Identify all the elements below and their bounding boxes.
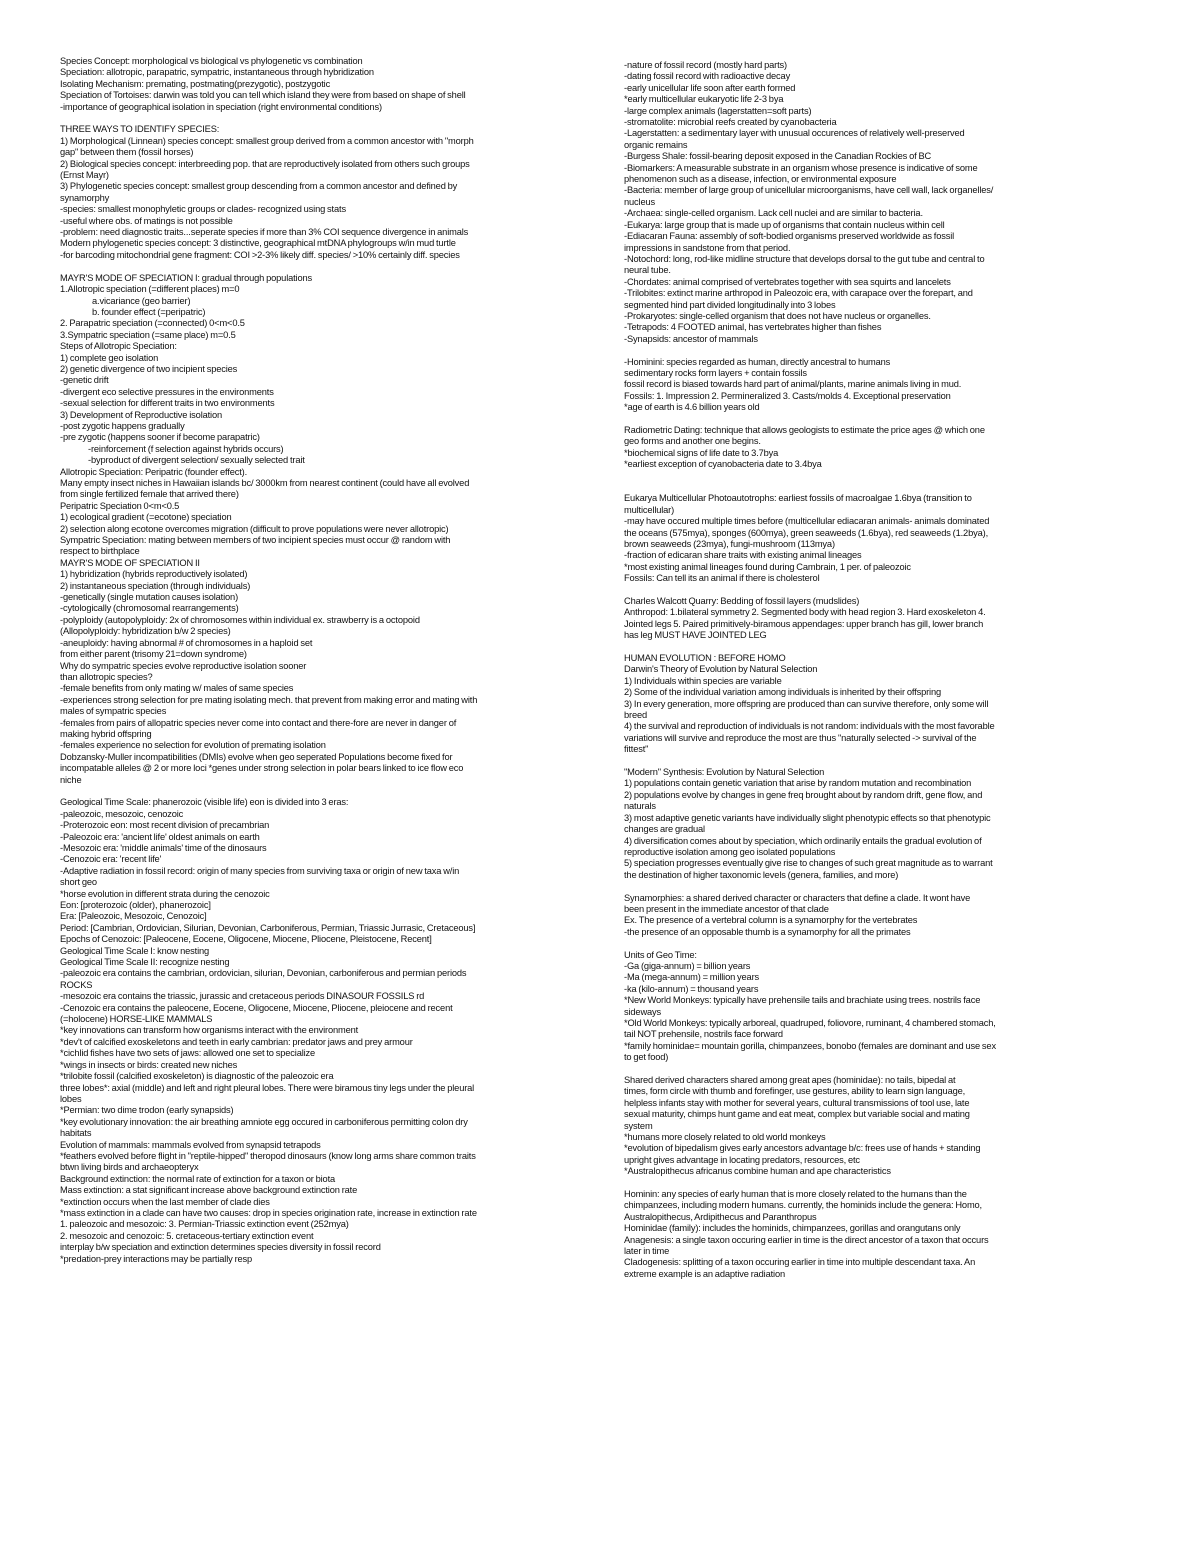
text-line: -Biomarkers: A measurable substrate in an organism whose presence is indicative of some [624,162,978,173]
text-line: -byproduct of divergent selection/ sexually selected trait [88,455,305,466]
text-line: *evolution of bipedalism gives early ancestors advantage b/c: frees use of hands + standing [624,1143,981,1154]
text-line: Mass extinction: a stat significant increase above background extinction rate [60,1185,358,1196]
text-line: three lobes*: axial (middle) and left and right pleural lobes. There were biramous tiny legs under the pleural [60,1082,475,1093]
text-line: *early multicellular eukaryotic life 2-3 bya [624,94,784,105]
text-line: *extinction occurs when the last member of clade dies [60,1196,270,1207]
text-line: Many empty insect niches in Hawaiian islands bc/ 3000km from nearest continent (could have all evolved [60,478,470,488]
text-line: -Burgess Shale: fossil-bearing deposit exposed in the Canadian Rockies of BC [624,151,932,162]
text-line: -Trilobites: extinct marine arthropod in Paleozoic era, with carapace over the forepart, and [624,288,973,299]
text-line: multicellular) [624,504,675,515]
text-line: -Prokaryotes: single-celled organism that does not have nucleus or organelles. [624,310,931,321]
text-line: Units of Geo Time: [624,949,697,960]
text-line: from either parent (trisomy 21=down syndrome) [60,649,247,660]
text-line: -fraction of edicaran share traits with existing animal lineages [624,550,862,561]
text-line: -genetic drift [60,375,109,386]
text-line: Australopithecus, Ardipithecus and Paranthropus [624,1211,817,1222]
text-line: impressions in sandstone from that period. [624,242,791,253]
text-line: males of sympatric species [60,706,167,717]
right-column [624,60,1124,1280]
text-line: *Australopithecus africanus combine human and ape characteristics [624,1166,891,1177]
text-line: the destination of higher taxonomic levels (genera, families, and more) [624,869,899,880]
text-line: changes are gradual [624,824,705,835]
text-line: btwn living birds and archaeopteryx [60,1162,199,1173]
text-line: synamorphy [60,192,110,203]
blank-line [624,414,1124,425]
text-line: tail NOT prehensile, nostrils face forward [624,1029,783,1040]
text-line: *most existing animal lineages found during Cambrain, 1 per. of paleozoic [624,561,911,572]
text-line: -females from pairs of allopatric species never come into contact and there-fore are never in danger of [60,717,457,728]
text-line: -Tetrapods: 4 FOOTED animal, has vertebrates higher than fishes [624,322,882,333]
text-line: 4) the survival and reproduction of individuals is not random: individuals with the most favorable [624,721,995,732]
text-line: brown seaweeds (23mya), fungi-mushroom (113mya) [624,539,835,549]
text-line: -Adaptive radiation in fossil record: origin of many species from surviving taxa or origin of new taxa w/in [60,865,460,876]
text-line: -post zygotic happens gradually [60,420,185,431]
text-line: segmented hind part divided longitudinally into 3 lobes [624,299,836,310]
text-line: -may have occured multiple times before (multicellular ediacaran animals- animals dominated [624,516,990,527]
text-line: helpless infants stay with mother for several years, cultural transmissions of tool use, late [624,1097,970,1108]
blank-line [624,881,1124,892]
blank-line [624,585,1124,596]
text-line: Anthropod: 1.bilateral symmetry 2. Segmented body with head region 3. Hard exoskeleton 4. [624,607,986,618]
blank-line [624,482,1124,493]
text-line: neural tube. [624,265,671,276]
text-line: naturals [624,801,656,812]
text-line: Hominin: any species of early human that is more closely related to the humans than the [624,1189,967,1200]
text-line: Cladogenesis: splitting of a taxon occuring earlier in time into multiple descendant taxa. An [624,1257,976,1268]
text-line: -Notochord: long, rod-like midline structure that develops dorsal to the gut tube and central to [624,253,985,264]
text-line: 4) diversification comes about by speciation, which ordinarily entails the gradual evolution of [624,835,982,846]
text-line: -large complex animals (lagerstatten=soft parts) [624,105,812,116]
blank-line [624,471,1124,482]
text-line: 2) genetic divergence of two incipient species [60,363,238,374]
text-line: Evolution of mammals: mammals evolved from synapsid tetrapods [60,1139,321,1150]
text-line: -problem: need diagnostic traits...seperate species if more than 3% COI sequence divergence in animals [60,227,469,238]
text-line: gap" between them (fossil horses) [60,147,194,158]
text-line: ROCKS [60,979,93,990]
text-line: variations will survive and reproduce the most are thus "naturally selected -> survival of the [624,732,977,743]
text-line: Charles Walcott Quarry: Bedding of fossil layers (mudslides) [624,596,860,607]
text-line: been present in the immediate ancestor of that clade [624,903,829,914]
blank-line [624,642,1124,653]
text-line: -aneuploidy: having abnormal # of chromosomes in a haploid set [60,637,313,648]
text-line: Why do sympatric species evolve reproductive isolation sooner [60,660,307,671]
text-line: chimpanzees, including modern humans. currently, the hominids include the genera: Homo, [624,1200,982,1211]
text-line: HUMAN EVOLUTION : BEFORE HOMO [624,653,786,664]
text-line: Eukarya Multicellular Photoautotrophs: earliest fossils of macroalgae 1.6bya (transition to [624,493,972,504]
text-line: extreme example is an adaptive radiation [624,1268,786,1279]
text-line: -polyploidy (autopolyploidy: 2x of chromosomes within individual ex. strawberry is a octopoid [60,614,420,625]
text-line: (=holocene) HORSE-LIKE MAMMALS [60,1014,213,1025]
text-line: 1) complete geo isolation [60,352,159,363]
text-line: fossil record is biased towards hard part of animal/plants, marine animals living in mud. [624,379,962,390]
text-line: *New World Monkeys: typically have prehensile tails and brachiate using trees. nostrils face [624,995,981,1006]
text-line: Anagenesis: a single taxon occuring earlier in time is the direct ancestor of a taxon that occurs [624,1234,989,1245]
text-line: -early unicellular life soon after earth formed [624,82,796,93]
text-line: *Old World Monkeys: typically arboreal, quadruped, foliovore, ruminant, 4 chambered stomach, [624,1017,996,1028]
text-line: -dating fossil record with radioactive decay [624,71,791,82]
text-line: Background extinction: the normal rate of extinction for a taxon or biota [60,1173,336,1184]
text-line: -for barcoding mitochondrial gene fragment: COI >2-3% likely diff. species/ >10% certainly diff. species [60,249,460,260]
text-line: 1) ecological gradient (=ecotone) speciation [60,512,232,523]
text-line: Peripatric Speciation 0<m<0.5 [60,500,180,511]
text-line: later in time [624,1246,670,1257]
text-line: 3) In every generation, more offspring are produced than can survive therefore, only some will [624,698,989,709]
text-line: Era: [Paleozoic, Mesozoic, Cenozoic] [60,911,207,922]
text-line: 1) Individuals within species are variable [624,675,782,686]
text-line: -nature of fossil record (mostly hard parts) [624,60,787,70]
text-line: Geological Time Scale: phanerozoic (visible life) eon is divided into 3 eras: [60,797,349,808]
text-line: interplay b/w speciation and extinction determines species diversity in fossil record [60,1242,381,1253]
text-line: sedimentary rocks form layers + contain fossils [624,367,807,378]
text-line: *predation-prey interactions may be partially resp [60,1253,253,1264]
text-line: Eon: [proterozoic (older), phanerozoic] [60,900,211,911]
text-line: 3) Phylogenetic species concept: smallest group descending from a common ancestor and defined by [60,181,458,192]
text-line: -cytologically (chromosomal rearrangements) [60,603,239,614]
text-line: (Allopolyploidy: hybridization b/w 2 species) [60,626,231,637]
text-line: lobes [60,1093,82,1104]
text-line: *humans more closely related to old world monkeys [624,1132,826,1143]
text-line: Synamorphies: a shared derived character or characters that define a clade. It wont have [624,892,971,903]
text-line: Sympatric Speciation: mating between members of two incipient species must occur @ random with [60,535,451,546]
text-line: *cichlid fishes have two sets of jaws: allowed one set to specialize [60,1048,316,1059]
text-line: has leg MUST HAVE JOINTED LEG [624,630,767,641]
text-line: *earliest exception of cyanobacteria date to 3.4bya [624,459,822,470]
text-line: Steps of Allotropic Speciation: [60,341,177,352]
text-line: "Modern" Synthesis: Evolution by Natural Selection [624,767,825,778]
text-line: to get food) [624,1052,669,1063]
text-line: Geological Time Scale I: know nesting [60,945,210,956]
text-line: -mesozoic era contains the triassic, jurassic and cretaceous periods DINASOUR FOSSILS rd [60,991,425,1002]
text-line: 2) selection along ecotone overcomes migration (difficult to prove populations were never allotropic) [60,523,449,534]
text-line: Ex. The presence of a vertebral column is a synamorphy for the vertebrates [624,915,918,926]
text-line: 1.Allotropic speciation (=different places) m=0 [60,284,240,295]
text-line: *Permian: two dime trodon (early synapsids) [60,1105,234,1116]
text-line: 2. Parapatric speciation (=connected) 0<m<0.5 [60,318,245,329]
blank-line [60,113,615,124]
text-line: -ka (kilo-annum) = thousand years [624,983,759,994]
text-line: -reinforcement (f selection against hybrids occurs) [88,443,284,454]
text-line: *key evolutionary innovation: the air breathing amniote egg occured in carboniferous permitting colon dry [60,1116,468,1127]
text-line: Shared derived characters shared among great apes (hominidae): no tails, bipedal at [624,1075,956,1085]
text-line: -genetically (single mutation causes isolation) [60,592,239,603]
text-line: -female benefits from only mating w/ males of same species [60,683,294,694]
text-line: -Mesozoic era: 'middle animals' time of the dinosaurs [60,842,267,853]
text-line: 1) Morphological (Linnean) species concept: smallest group derived from a common ancestor with "morph [60,135,474,146]
text-line: reproductive isolation among geo isolated populations [624,846,836,857]
text-line: -Ediacaran Fauna: assembly of soft-bodied organisms preserved worldwide as fossil [624,231,955,242]
blank-line [624,756,1124,767]
text-line: Hominidae (family): includes the hominids, chimpanzees, gorillas and orangutans only [624,1223,961,1234]
text-line: Modern phylogenetic species concept: 3 distinctive, geographical mtDNA phylogroups w/in mud turtle [60,238,456,249]
blank-line [624,1178,1124,1189]
text-line: from single fertilized female that arrived there) [60,489,239,500]
text-line: Radiometric Dating: technique that allows geologists to estimate the price ages @ which one [624,424,985,435]
text-line: *horse evolution in different strata during the cenozoic [60,888,270,899]
text-line: *feathers evolved before flight in "reptile-hipped" theropod dinosaurs (know long arms share common traits [60,1150,476,1161]
text-line: incompatable alleles @ 2 or more loci *genes under strong selection in polar bears linked to ice flow eco [60,763,464,774]
text-line: *mass extinction in a clade can have two causes: drop in species origination rate, increase in extinction rate [60,1207,477,1218]
text-line: niche [60,774,82,785]
text-line: *family hominidae= mountain gorilla, chimpanzees, bonobo (females are dominant and use sex [624,1040,996,1051]
text-line: fittest" [624,744,649,755]
text-line: -Eukarya: large group that is made up of organisms that contain nucleus within cell [624,219,945,230]
text-line: -Paleozoic era: 'ancient life' oldest animals on earth [60,831,260,842]
text-line: *wings in insects or birds: created new niches [60,1059,238,1070]
text-line: the oceans (575mya), sponges (600mya), green seaweeds (1.6bya), red seaweeds (1.2bya), [624,527,988,538]
text-line: -Proterozoic eon: most recent division of precambrian [60,820,270,831]
text-line: b. founder effect (=peripatric) [92,306,206,317]
text-line: system [624,1120,653,1131]
text-line: Dobzansky-Muller incompatibilities (DMIs) evolve when geo seperated Populations become fixed for [60,751,453,762]
text-line: *age of earth is 4.6 billion years old [624,402,760,413]
text-line: respect to birthplace [60,546,140,557]
text-line: -pre zygotic (happens sooner if become parapatric) [60,432,260,443]
text-line: Darwin's Theory of Evolution by Natural Selection [624,664,818,675]
text-line: 1) hybridization (hybrids reproductively isolated) [60,569,248,580]
text-line: -paleozoic era contains the cambrian, ordovician, silurian, Devonian, carboniferous and permian periods [60,968,467,979]
text-line: -Synapsids: ancestor of mammals [624,333,758,344]
text-line: -Bacteria: member of large group of unicellular microorganisms, have cell wall, lack organelles/ [624,185,994,196]
text-line: habitats [60,1128,92,1139]
text-line: -Ma (mega-annum) = million years [624,972,760,983]
text-line: 2) Some of the individual variation among individuals is inherited by their offspring [624,687,941,698]
text-line: a.vicariance (geo barrier) [92,295,191,306]
text-line: Jointed legs 5. Paired primitively-biramous appendages: upper branch has gill, lower branch [624,618,984,629]
text-line: (Ernst Mayr) [60,170,109,181]
text-line: -Archaea: single-celled organism. Lack cell nuclei and are similar to bacteria. [624,208,923,219]
text-line: Epochs of Cenozoic: [Paleocene, Eocene, Oligocene, Miocene, Pliocene, Pleistocene, Recent] [60,934,432,945]
text-line: phenomenon such as a disease, infection, or environmental exposure [624,174,897,185]
text-line: short geo [60,877,97,888]
blank-line [60,261,615,272]
text-line: 1) populations contain genetic variation that arise by random mutation and recombination [624,778,972,789]
text-line: nucleus [624,196,655,207]
text-line: -Chordates: animal comprised of vertebrates together with sea squirts and lancelets [624,276,951,287]
text-line: Geological Time Scale II: recognize nesting [60,957,230,968]
text-line: -sexual selection for different traits in two environments [60,398,275,409]
text-line: 2) Biological species concept: interbreeding pop. that are reproductively isolated from others such groups [60,158,470,169]
text-line: -divergent eco selective pressures in the environments [60,386,274,397]
blank-line [624,345,1124,356]
text-line: organic remains [624,139,688,150]
text-line: -experiences strong selection for pre mating isolating mech. that prevent from making error and mating with [60,694,478,705]
text-line: *biochemical signs of life date to 3.7bya [624,447,779,458]
text-line: -stromatolite: microbial reefs created by cyanobacteria [624,117,837,128]
text-line: breed [624,710,648,721]
text-line: *key innovations can transform how organisms interact with the environment [60,1025,359,1036]
text-line: MAYR'S MODE OF SPECIATION I: gradual through populations [60,272,313,283]
text-line: 3) most adaptive genetic variants have individually slight phenotypic effects so that phenotypic [624,812,991,823]
text-line: *dev't of calcified exoskeletons and teeth in early cambrian: predator jaws and prey armour [60,1036,413,1047]
text-line: -Hominini: species regarded as human, directly ancestral to humans [624,356,891,367]
text-line: -paleozoic, mesozoic, cenozoic [60,808,184,819]
text-line: -Cenozoic era contains the paleocene, Eocene, Oligocene, Miocene, Pliocene, pleiocene and recent [60,1002,453,1013]
text-line: 3) Development of Reproductive isolation [60,409,223,420]
text-line: Period: [Cambrian, Ordovician, Silurian, Devonian, Carboniferous, Permian, Triassic Jurrasic, Cretaceous] [60,922,476,933]
text-line: -females experience no selection for evolution of premating isolation [60,740,326,751]
text-line: -importance of geographical isolation in speciation (right environmental conditions) [60,101,382,112]
text-line: -Cenozoic era: 'recent life' [60,854,162,865]
text-line: than allotropic species? [60,671,153,682]
text-line: 2. mesozoic and cenozoic: 5. cretaceous-tertiary extinction event [60,1230,314,1241]
text-line: Allotropic Speciation: Peripatric (founder effect). [60,466,248,477]
text-line: Fossils: 1. Impression 2. Permineralized 3. Casts/molds 4. Exceptional preservation [624,390,951,401]
text-line: -Ga (giga-annum) = billion years [624,960,751,971]
text-line: 2) populations evolve by changes in gene freq brought about by random drift, gene flow, and [624,789,983,800]
text-line: sexual maturity, chimps hunt game and eat meat, complex but variable social and mating [624,1109,970,1120]
left-column [60,56,615,1265]
text-line: 3.Sympatric speciation (=same place) m=0.5 [60,329,236,340]
text-line: -species: smallest monophyletic groups or clades- recognized using stats [60,204,346,215]
text-line: 1. paleozoic and mesozoic: 3. Permian-Triassic extinction event (252mya) [60,1219,349,1230]
text-line: *trilobite fossil (calcified exoskeleton) is diagnostic of the paleozoic era [60,1071,334,1082]
blank-line [624,1064,1124,1075]
text-line: Isolating Mechanism: premating, postmating(prezygotic), postzygotic [60,78,331,89]
blank-line [60,786,615,797]
text-line: THREE WAYS TO IDENTIFY SPECIES: [60,124,220,135]
text-line: Fossils: Can tell its an animal if there is cholesterol [624,573,820,584]
text-line: -the presence of an opposable thumb is a synamorphy for all the primates [624,926,911,937]
text-line: 5) speciation progresses eventually give rise to changes of such great magnitude as to warrant [624,858,993,869]
text-line: Species Concept: morphological vs biological vs phylogenetic vs combination [60,56,363,66]
text-line: times, form circle with thumb and forefinger, use gestures, ability to learn sign language, [624,1086,966,1097]
blank-line [624,938,1124,949]
text-line: -Lagerstatten: a sedimentary layer with unusual occurences of relatively well-preserved [624,128,965,139]
text-line: Speciation of Tortoises: darwin was told you can tell which island they were from based on shape of shell [60,90,466,101]
text-line: MAYR'S MODE OF SPECIATION II [60,557,200,568]
text-line: -useful where obs. of matings is not possible [60,215,233,226]
text-line: sideways [624,1006,662,1017]
text-line: 2) instantaneous speciation (through individuals) [60,580,251,591]
text-line: geo forms and another one begins. [624,436,761,447]
text-line: upright gives advantage in locating predators, resources, etc [624,1154,860,1165]
text-line: making hybrid offspring [60,728,152,739]
text-line: Speciation: allotropic, parapatric, sympatric, instantaneous through hybridization [60,67,374,78]
